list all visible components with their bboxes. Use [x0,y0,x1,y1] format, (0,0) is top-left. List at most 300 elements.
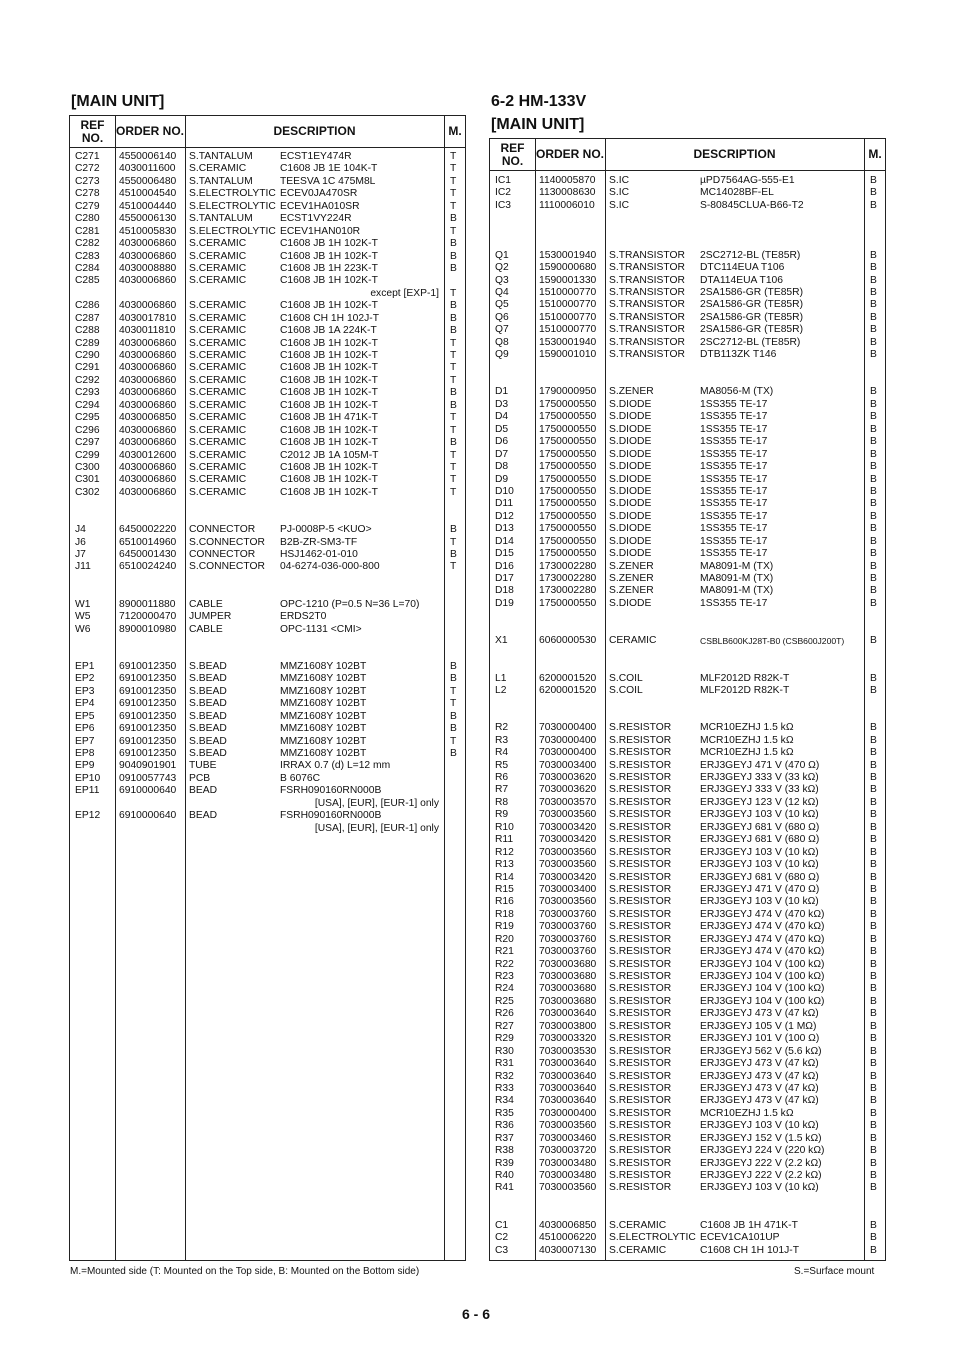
order-cell: 4030011600 [119,163,176,175]
mount-side-cell: B [870,1058,877,1070]
part-type-cell: S.CONNECTOR [189,561,265,573]
table-row [70,238,465,250]
order-cell: 7030003560 [539,1120,597,1132]
order-cell: 7030003560 [539,859,597,871]
order-cell: 4030006860 [119,275,177,287]
order-cell: 1110006010 [539,199,595,211]
part-type-cell: PCB [189,772,211,784]
part-type-cell: TUBE [189,760,217,772]
mount-side-cell: B [870,1120,877,1132]
mount-side-cell: B [870,286,877,298]
part-type-cell: S.ZENER [609,585,654,597]
right-heading: [MAIN UNIT] [491,116,585,133]
table-row [490,1145,885,1157]
part-number-cell: ERJ3GEYJ 473 V (47 kΩ) [700,1070,819,1082]
mount-side-cell: B [870,672,877,684]
mount-side-cell: B [870,1107,877,1119]
ref-cell: R4 [495,747,509,759]
part-number-cell: HSJ1462-01-010 [280,549,358,560]
ref-cell: EP2 [75,673,95,685]
ref-cell: R5 [495,759,509,771]
mount-side-cell: T [450,698,457,710]
part-number-cell: ERJ3GEYJ 104 V (100 kΩ) [700,983,825,995]
ref-cell: J4 [75,524,86,536]
mount-side-cell: B [870,423,877,435]
part-number-cell: FSRH090160RN000B [280,785,382,797]
ref-cell: R22 [495,958,514,970]
table-row [490,1232,885,1244]
order-cell: 7030003720 [539,1145,597,1157]
order-cell: 7030003760 [539,946,597,958]
order-cell: 4030006860 [119,374,177,386]
part-type-cell: S.ZENER [609,386,654,398]
part-number-cell: ERJ3GEYJ 222 V (2.2 kΩ) [700,1157,822,1169]
table-row [490,250,885,262]
ref-cell: C283 [75,250,100,262]
ref-cell: EP1 [75,660,95,672]
spacer-row [70,649,465,661]
mount-side-cell: B [870,597,877,609]
table-row [490,275,885,287]
order-cell: 6910012350 [119,685,177,697]
table-row [490,1046,885,1058]
table-row [490,1133,885,1145]
part-type-cell: S.RESISTOR [609,1120,672,1132]
order-cell: 7030000400 [539,722,597,734]
mount-side-cell: B [870,560,877,572]
order-cell: 1750000550 [539,523,597,535]
part-number-cell: ECEV1HAN010R [280,225,361,237]
table-row [70,176,465,188]
part-number-cell: DTC114EUA T106 [700,262,785,274]
part-number-cell: MMZ1608Y 102BT [280,685,367,697]
part-number-cell: 04-6274-036-000-800 [280,561,380,573]
part-number-cell: C1608 JB 1H 102K-T [280,486,378,498]
table-row [490,561,885,573]
table-row [70,698,465,710]
ref-cell: C293 [75,387,100,399]
ref-cell: R36 [495,1120,514,1132]
left-header-m: M. [448,124,462,138]
order-cell: 7030003640 [539,1058,597,1070]
order-cell: 1750000550 [539,498,597,510]
table-row [70,251,465,263]
ref-cell: C1 [495,1219,509,1231]
part-number-cell: 1SS355 TE-17 [700,523,768,535]
order-cell: 7030003400 [539,883,597,895]
part-type-cell: S.DIODE [609,461,652,473]
part-number-cell: IRRAX 0.7 (d) L=12 mm [280,760,391,772]
ref-cell: C3 [495,1244,509,1256]
ref-cell: R41 [495,1182,514,1194]
mount-side-cell: B [870,1132,877,1144]
mount-side-cell: T [450,200,457,212]
mount-side-cell: T [450,424,457,436]
part-number-cell: C1608 JB 1H 102K-T [280,350,378,361]
order-cell: 6060000530 [539,635,597,647]
part-type-cell: S.RESISTOR [609,883,672,895]
ref-cell: C295 [75,412,100,424]
mount-side-cell: B [870,796,877,808]
part-type-cell: S.RESISTOR [609,834,672,846]
part-type-cell: S.CERAMIC [189,163,247,175]
table-row [490,324,885,336]
table-row [70,375,465,387]
table-row [70,387,465,399]
order-cell: 1590001010 [539,349,597,361]
table-row [70,561,465,573]
ref-cell: C284 [75,262,100,274]
mount-side-cell: B [870,1045,877,1057]
mount-side-cell: T [450,486,457,498]
part-number-cell: C1608 JB 1H 102K-T [280,474,378,486]
table-row [490,934,885,946]
part-type-cell: S.RESISTOR [609,809,672,821]
table-row [70,624,465,636]
part-type-cell: S.DIODE [609,597,652,609]
part-number-cell: ERJ3GEYJ 103 V (10 kΩ) [700,846,819,858]
ref-cell: X1 [495,635,508,647]
part-type-cell: S.TRANSISTOR [609,249,685,261]
part-type-cell: S.CERAMIC [189,362,247,374]
part-type-cell: CONNECTOR [189,524,256,536]
table-row [70,810,465,822]
spacer-row [70,636,465,648]
table-row [70,661,465,673]
order-cell: 7030003800 [539,1020,597,1032]
ref-cell: C290 [75,350,100,361]
left-parts-table [69,115,466,1261]
mount-side-cell: B [870,262,877,274]
part-number-cell: ECEV1CA101UP [700,1232,780,1244]
mount-side-cell: B [870,461,877,473]
ref-cell: C288 [75,325,100,337]
ref-cell: R26 [495,1008,514,1020]
part-type-cell: S.BEAD [189,685,227,697]
part-type-cell: S.DIODE [609,398,652,410]
mount-side-cell: B [870,871,877,883]
mount-side-cell: B [870,1219,877,1231]
order-cell: 1750000550 [539,411,597,423]
part-number-cell: C1608 JB 1H 223K-T [280,262,378,274]
mount-side-cell: B [870,1095,877,1107]
part-type-cell: S.ZENER [609,573,654,584]
part-number-cell: C1608 JB 1H 102K-T [280,437,378,449]
table-row [490,262,885,274]
table-row [70,412,465,424]
mount-side-cell: B [450,262,457,274]
mount-side-cell: B [870,535,877,547]
order-cell: 6910012350 [119,723,177,735]
table-row [490,399,885,411]
table-row [490,1071,885,1083]
left-heading: [MAIN UNIT] [71,93,165,110]
mount-side-cell: B [870,1182,877,1194]
mount-side-cell: B [450,387,457,399]
mount-side-cell: B [870,274,877,286]
mount-side-cell: B [870,983,877,995]
part-type-cell: S.TRANSISTOR [609,262,685,274]
order-cell: 1750000550 [539,510,597,522]
mount-side-cell: T [450,474,457,486]
part-type-cell: S.RESISTOR [609,1157,672,1169]
part-type-cell: S.RESISTOR [609,946,672,958]
order-cell: 0910057743 [119,772,177,784]
mount-side-cell: T [450,449,457,461]
mount-side-cell: B [870,747,877,759]
ref-cell: W1 [75,598,91,610]
mount-side-cell: T [450,350,457,361]
mount-side-cell: B [870,199,877,211]
order-cell: 6910012350 [119,735,177,747]
part-type-cell: S.CERAMIC [189,437,247,449]
part-number-cell: ERJ3GEYJ 104 V (100 kΩ) [700,971,825,982]
order-cell: 4030006860 [119,362,177,374]
table-row [490,461,885,473]
part-type-cell: S.RESISTOR [609,1033,672,1045]
ref-cell: C287 [75,312,100,324]
part-number-cell: C1608 JB 1H 102K-T [280,461,378,473]
part-number-cell: 2SA1586-GR (TE85R) [700,311,804,323]
mount-side-cell: B [870,498,877,510]
mount-side-cell: B [870,1008,877,1020]
part-type-cell: S.CERAMIC [189,486,247,498]
table-row [490,784,885,796]
part-type-cell: S.RESISTOR [609,784,672,796]
part-number-cell: ERJ3GEYJ 333 V (33 kΩ) [700,784,819,796]
ref-cell: D8 [495,461,509,473]
part-type-cell: JUMPER [189,611,232,623]
table-row [70,437,465,449]
table-row [490,573,885,585]
order-cell: 6910012350 [119,710,177,722]
table-row [490,872,885,884]
mount-side-cell: B [450,524,457,536]
ref-cell: R2 [495,722,509,734]
part-type-cell: S.CERAMIC [189,387,247,399]
order-cell: 7030000400 [539,747,597,759]
order-cell: 7030003560 [539,846,597,858]
part-type-cell: S.RESISTOR [609,921,672,933]
mount-side-cell: T [450,337,457,349]
order-cell: 6910012350 [119,748,177,759]
page-number: 6 - 6 [462,1306,491,1322]
part-type-cell: S.BEAD [189,748,227,759]
table-row [70,760,465,772]
ref-cell: R19 [495,921,514,933]
right-parts-table [489,138,886,1261]
ref-cell: R13 [495,859,514,871]
part-type-cell: S.RESISTOR [609,1145,672,1157]
part-number-cell: 2SA1586-GR (TE85R) [700,324,804,336]
order-cell: 1750000550 [539,448,597,460]
part-type-cell: S.TRANSISTOR [609,336,685,348]
spacer-row [490,710,885,722]
ref-cell: Q4 [495,286,509,298]
part-number-cell: ERJ3GEYJ 123 V (12 kΩ) [700,796,819,808]
ref-cell: Q7 [495,324,509,336]
part-number-cell: C1608 JB 1H 102K-T [280,275,378,287]
ref-cell: W5 [75,611,91,623]
table-row [490,1170,885,1182]
ref-cell: R12 [495,846,514,858]
table-row [490,187,885,199]
ref-cell: C271 [75,151,100,162]
order-cell: 7030003560 [539,896,597,908]
mount-side-cell: B [870,336,877,348]
part-type-cell: CABLE [189,623,223,635]
part-number-cell: ERDS2T0 [280,611,327,623]
order-cell: 7030003680 [539,958,597,970]
table-row [490,1008,885,1020]
order-cell: 4030006850 [539,1219,597,1231]
table-row [490,523,885,535]
order-cell: 7030003760 [539,921,597,933]
part-type-cell: S.RESISTOR [609,958,672,970]
ref-cell: R40 [495,1170,514,1181]
mount-side-cell: B [870,883,877,895]
part-type-cell: S.ELECTROLYTIC [189,188,276,200]
ref-cell: C299 [75,449,100,461]
part-number-cell: ERJ3GEYJ 222 V (2.2 kΩ) [700,1170,822,1181]
mount-side-cell: B [870,859,877,871]
part-number-cell: [USA], [EUR], [EUR-1] only [314,797,439,809]
mount-side-cell: B [870,722,877,734]
table-row [490,760,885,772]
table-row [70,338,465,350]
part-number-cell: MMZ1608Y 102BT [280,748,367,759]
ref-cell: EP11 [75,785,100,797]
part-number-cell: C1608 JB 1H 102K-T [280,387,378,399]
mount-side-cell: B [870,1070,877,1082]
mount-side-cell: T [450,151,457,162]
part-number-cell: C1608 CH 1H 101J-T [700,1244,800,1256]
part-type-cell: S.RESISTOR [609,821,672,833]
table-row [490,921,885,933]
table-row [490,436,885,448]
order-cell: 7030003570 [539,796,597,808]
order-cell: 1590000680 [539,262,597,274]
part-type-cell: S.RESISTOR [609,1045,672,1057]
ref-cell: Q3 [495,274,509,286]
part-number-cell: C1608 CH 1H 102J-T [280,312,380,324]
part-number-cell: C1608 JB 1H 102K-T [280,362,378,374]
mount-side-cell: B [870,995,877,1007]
order-cell: 1730002280 [539,573,597,584]
mount-side-cell: B [870,821,877,833]
mount-side-cell: B [870,585,877,597]
part-type-cell: S.CERAMIC [189,325,247,337]
part-type-cell: S.RESISTOR [609,796,672,808]
ref-cell: D4 [495,411,509,423]
order-cell: 7030003640 [539,1095,597,1107]
order-cell: 4550006130 [119,213,177,225]
part-type-cell: S.TRANSISTOR [609,299,685,311]
ref-cell: C281 [75,225,100,237]
mount-side-cell: B [450,673,457,685]
ref-cell: L1 [495,672,507,684]
mount-side-cell: T [450,461,457,473]
part-type-cell: S.RESISTOR [609,1058,672,1070]
part-type-cell: S.RESISTOR [609,734,672,746]
part-type-cell: S.RESISTOR [609,896,672,908]
ref-cell: R15 [495,883,514,895]
ref-cell: D16 [495,560,514,572]
mount-side-cell: T [450,561,457,573]
right-rows [490,175,885,1257]
part-number-cell: C2012 JB 1A 105M-T [280,449,379,461]
part-number-cell: MCR10EZHJ 1.5 kΩ [700,722,794,734]
part-number-cell: MCR10EZHJ 1.5 kΩ [700,747,794,759]
ref-cell: R27 [495,1020,514,1032]
ref-cell: D14 [495,535,514,547]
part-number-cell: MLF2012D R82K-T [700,672,790,684]
part-type-cell: S.IC [609,199,630,211]
table-row [70,163,465,175]
part-number-cell: 1SS355 TE-17 [700,535,768,547]
ref-cell: L2 [495,684,507,696]
part-number-cell: TEESVA 1C 475M8L [280,175,376,187]
table-row [70,201,465,213]
table-row [490,884,885,896]
left-header-ref: REF NO. [80,117,105,145]
part-type-cell: S.DIODE [609,448,652,460]
spacer-row [490,1207,885,1219]
part-number-cell: ERJ3GEYJ 562 V (5.6 kΩ) [700,1045,822,1057]
part-number-cell: MMZ1608Y 102BT [280,673,367,685]
part-type-cell: S.TRANSISTOR [609,274,685,286]
ref-cell: C272 [75,163,100,175]
ref-cell: R16 [495,896,514,908]
mount-side-cell: B [870,448,877,460]
part-number-cell: DTA114EUA T106 [700,274,783,286]
part-type-cell: S.RESISTOR [609,1095,672,1107]
table-row [490,1058,885,1070]
mount-side-cell: B [870,908,877,920]
table-row [490,1095,885,1107]
table-row [490,349,885,361]
part-number-cell: C1608 JB 1H 102K-T [280,424,378,436]
ref-cell: R39 [495,1157,514,1169]
ref-cell: C2 [495,1232,509,1244]
ref-cell: R20 [495,933,514,945]
mount-side-cell: B [450,213,457,225]
part-number-cell: 1SS355 TE-17 [700,473,768,485]
order-cell: 6450001430 [119,549,177,560]
order-cell: 1750000550 [539,423,597,435]
mount-side-cell: B [450,710,457,722]
part-number-cell: ERJ3GEYJ 152 V (1.5 kΩ) [700,1132,822,1144]
part-type-cell: S.CERAMIC [189,275,247,287]
ref-cell: D7 [495,448,509,460]
left-footnote: M.=Mounted side (T: Mounted on the Top side, B: Mounted on the Bottom side) [70,1266,420,1277]
part-type-cell: S.CERAMIC [189,337,247,349]
part-number-cell: C1608 JB 1H 102K-T [280,250,378,262]
part-type-cell: S.CERAMIC [609,1219,667,1231]
table-row [490,996,885,1008]
spacer-row [490,237,885,249]
order-cell: 4030011810 [119,325,176,337]
part-type-cell: S.CERAMIC [189,449,247,461]
part-type-cell: S.DIODE [609,473,652,485]
part-type-cell: S.RESISTOR [609,933,672,945]
mount-side-cell: B [870,759,877,771]
mount-side-cell: T [450,225,457,237]
part-type-cell: S.CERAMIC [189,262,247,274]
ref-cell: D13 [495,523,514,535]
spacer-row [70,499,465,511]
order-cell: 4550006140 [119,151,177,162]
